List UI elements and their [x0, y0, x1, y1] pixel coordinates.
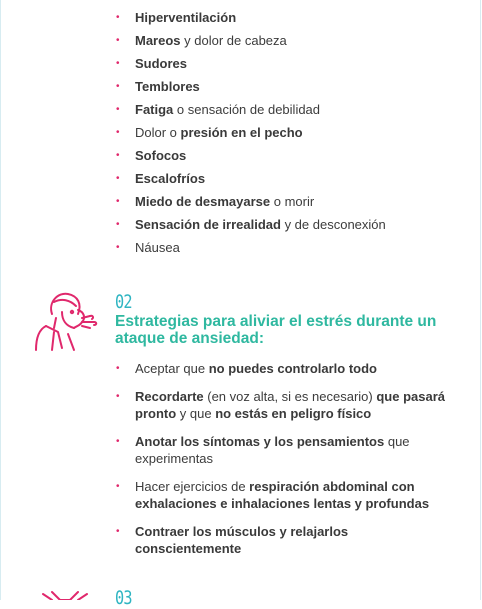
list-item: • Anotar los síntomas y los pensamientos que experimentas — [116, 434, 410, 466]
bullet-dot: • — [116, 104, 120, 115]
bullet-dot: • — [116, 81, 120, 92]
right-border — [480, 0, 481, 600]
list-item: • Recordarte (en voz alta, si es necesario) que pasará pronto y que no estás en peligro físico — [116, 389, 445, 421]
list-item: • Dolor o presión en el pecho — [116, 125, 303, 140]
symptom-list — [116, 9, 446, 262]
bullet-dot: • — [116, 127, 120, 138]
left-border — [0, 0, 1, 600]
bullet-dot: • — [116, 436, 120, 447]
bullet-dot: • — [116, 219, 120, 230]
bullet-dot: • — [116, 173, 120, 184]
list-item: • Fatiga o sensación de debilidad — [116, 102, 321, 117]
bullet-dot: • — [116, 196, 120, 207]
list-item: • Escalofríos — [116, 171, 206, 186]
list-item: • Hiperventilación — [116, 10, 237, 25]
list-item: • Temblores — [116, 79, 200, 94]
list-item: • Sensación de irrealidad y de desconexión — [116, 217, 386, 232]
strategy-list — [116, 360, 446, 568]
bullet-dot: • — [116, 58, 120, 69]
section-title: Estrategias para aliviar el estrés durante un ataque de ansiedad: — [115, 313, 437, 347]
bullet-dot: • — [116, 35, 120, 46]
section-number-03: 03 — [115, 587, 132, 609]
list-item: • Contraer los músculos y relajarlos conscientemente — [116, 524, 349, 556]
bullet-dot: • — [116, 12, 120, 23]
list-item: • Miedo de desmayarse o morir — [116, 194, 315, 209]
bullet-dot: • — [116, 526, 120, 537]
list-item: • Sudores — [116, 56, 188, 71]
bullet-dot: • — [116, 391, 120, 402]
bullet-dot: • — [116, 363, 120, 374]
bullet-dot: • — [116, 242, 120, 253]
list-item: • Aceptar que no puedes controlarlo todo — [116, 361, 377, 376]
list-item: • Hacer ejercicios de respiración abdominal con exhalaciones e inhalaciones lentas y profundas — [116, 479, 430, 511]
section-number-02: 02 — [115, 291, 132, 313]
list-item: • Náusea — [116, 240, 180, 255]
list-item: • Mareos y dolor de cabeza — [116, 33, 287, 48]
face-icon — [40, 588, 90, 600]
bullet-dot: • — [116, 150, 120, 161]
person-breathing-icon — [32, 288, 98, 352]
list-item: • Sofocos — [116, 148, 187, 163]
bullet-dot: • — [116, 481, 120, 492]
